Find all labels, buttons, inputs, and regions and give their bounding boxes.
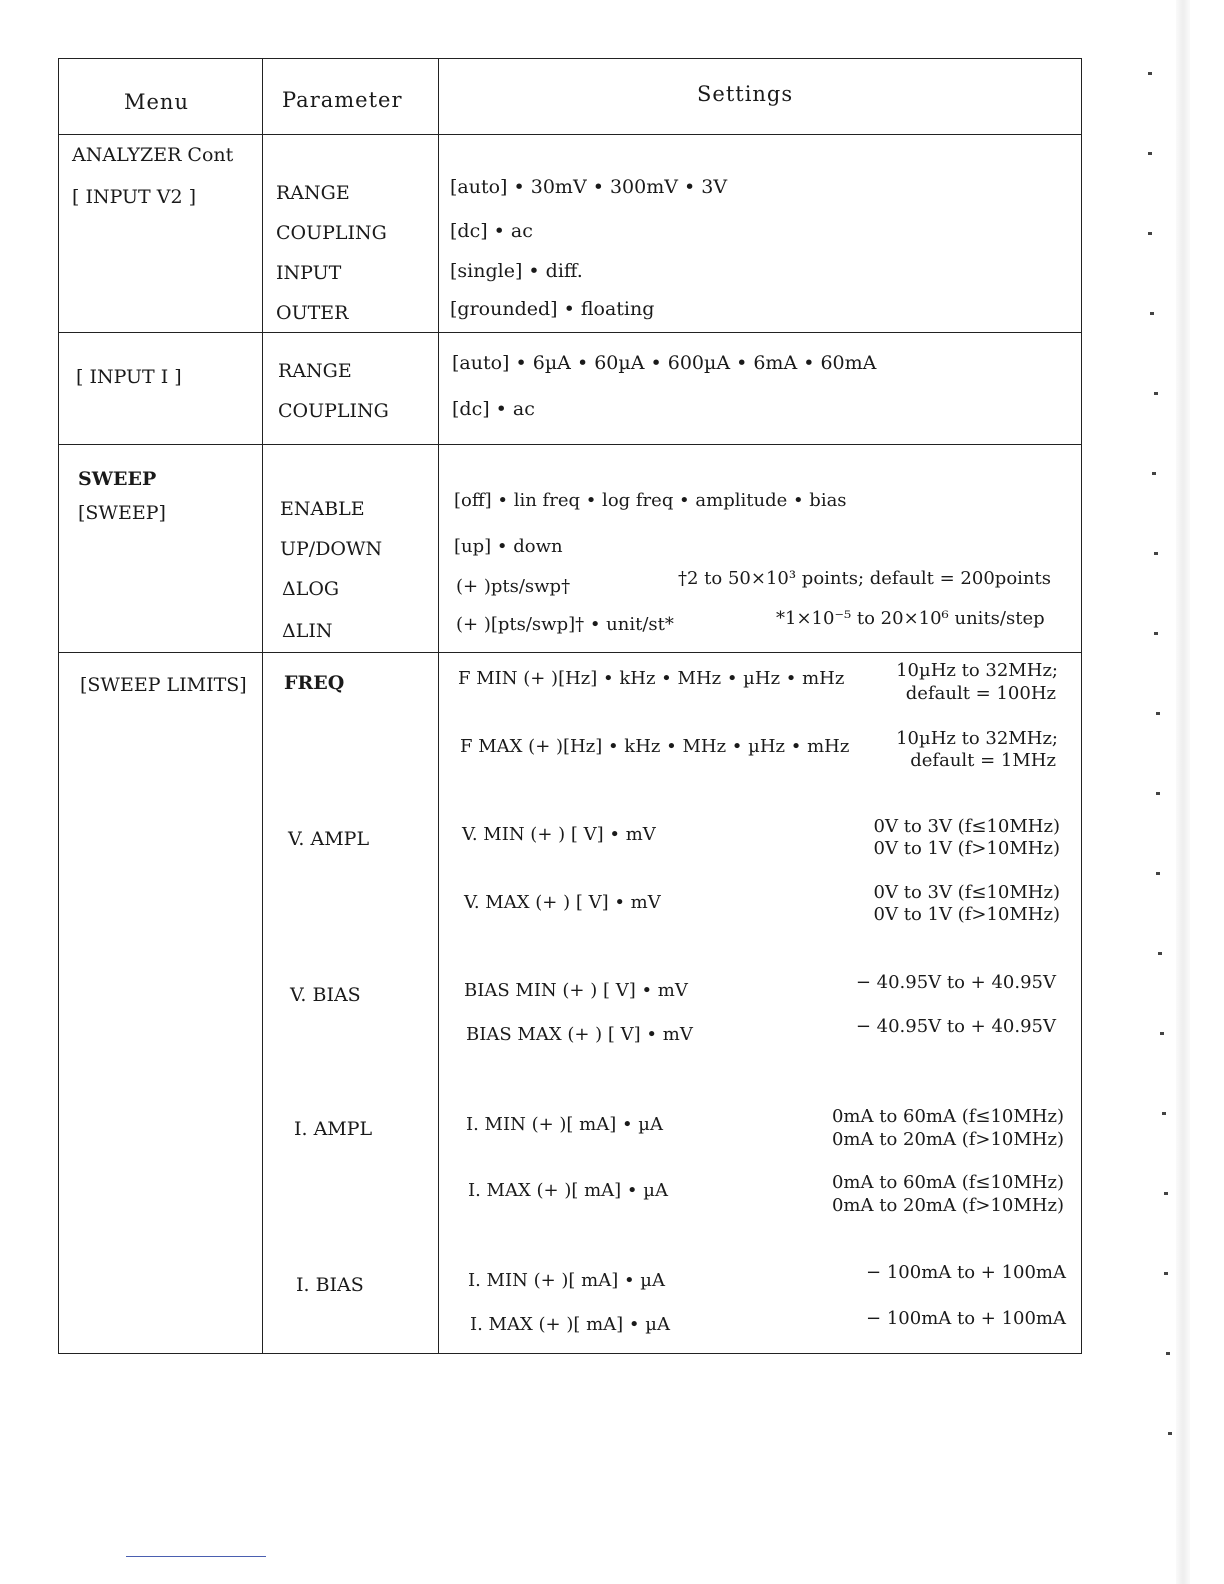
i-max-range-1: 0mA to 60mA (f≤10MHz) [831,1172,1064,1193]
i-min-range-2: 0mA to 20mA (f>10MHz) [831,1129,1064,1150]
param-enable: ENABLE [280,498,365,520]
freq-max-range-2: default = 1MHz [910,750,1056,771]
setting-range: [auto] • 30mV • 300mV • 3V [450,176,728,198]
header-settings: Settings [697,82,794,106]
i-bias-min-label: I. MIN (+ )[ mA] • µA [468,1270,666,1291]
i-bias-max-label: I. MAX (+ )[ mA] • µA [470,1314,670,1335]
freq-min-range-2: default = 100Hz [905,683,1056,704]
column-divider-parameter [438,58,439,1354]
param-range-i: RANGE [278,360,352,382]
margin-speck [1166,1352,1170,1355]
header-divider [58,134,1082,135]
bias-min-label: BIAS MIN (+ ) [ V] • mV [464,980,688,1001]
i-bias-max-range: − 100mA to + 100mA [866,1308,1066,1329]
param-coupling-i: COUPLING [278,400,389,422]
freq-max-label: F MAX (+ )[Hz] • kHz • MHz • µHz • mHz [460,736,850,757]
menu-sweep-limits: [SWEEP LIMITS] [80,674,247,696]
param-i-ampl: I. AMPL [294,1118,373,1140]
setting-input: [single] • diff. [450,260,583,282]
setting-coupling-i: [dc] • ac [452,398,535,420]
margin-speck [1156,792,1160,795]
freq-min-range-1: 10µHz to 32MHz; [896,660,1058,681]
margin-speck [1148,72,1152,75]
header-parameter: Parameter [282,88,403,112]
margin-speck [1160,1032,1164,1035]
section-divider-sweep [58,652,1082,653]
margin-speck [1148,152,1152,155]
margin-speck [1158,952,1162,955]
section-divider-input-v2 [58,332,1082,333]
setting-coupling: [dc] • ac [450,220,533,242]
param-freq: FREQ [284,672,345,694]
param-coupling: COUPLING [276,222,387,244]
param-delta-log: ΔLOG [282,578,340,600]
param-i-bias: I. BIAS [296,1274,364,1296]
note-delta-log: †2 to 50×10³ points; default = 200points [678,568,1051,589]
param-outer: OUTER [276,302,349,324]
setting-delta-log: (+ )pts/swp† [456,576,571,597]
page-binding-edge [1176,0,1190,1584]
note-delta-lin: *1×10⁻⁵ to 20×10⁶ units/step [776,608,1045,629]
section-divider-input-i [58,444,1082,445]
menu-sweep: SWEEP [78,468,157,490]
margin-speck [1156,872,1160,875]
v-max-range-1: 0V to 3V (f≤10MHz) [873,882,1060,903]
i-max-range-2: 0mA to 20mA (f>10MHz) [831,1195,1064,1216]
menu-input-i: [ INPUT I ] [76,366,182,388]
margin-speck [1152,472,1156,475]
v-max-range-2: 0V to 1V (f>10MHz) [873,904,1060,925]
bias-min-range: − 40.95V to + 40.95V [855,972,1056,993]
param-up-down: UP/DOWN [280,538,383,560]
menu-sweep-bracket: [SWEEP] [78,502,166,524]
column-divider-menu [262,58,263,1354]
param-range: RANGE [276,182,350,204]
margin-speck [1154,552,1158,555]
v-max-label: V. MAX (+ ) [ V] • mV [464,892,661,913]
setting-up-down: [up] • down [454,536,563,557]
settings-table [58,58,1082,1354]
i-min-label: I. MIN (+ )[ mA] • µA [466,1114,664,1135]
param-delta-lin: ΔLIN [282,620,333,642]
i-min-range-1: 0mA to 60mA (f≤10MHz) [831,1106,1064,1127]
setting-range-i: [auto] • 6µA • 60µA • 600µA • 6mA • 60mA [452,352,877,374]
i-bias-min-range: − 100mA to + 100mA [866,1262,1066,1283]
bias-max-label: BIAS MAX (+ ) [ V] • mV [466,1024,693,1045]
margin-speck [1164,1272,1168,1275]
margin-speck [1162,1112,1166,1115]
margin-speck [1150,312,1154,315]
param-v-bias: V. BIAS [290,984,361,1006]
v-min-range-2: 0V to 1V (f>10MHz) [873,838,1060,859]
header-menu: Menu [124,90,189,114]
v-min-label: V. MIN (+ ) [ V] • mV [462,824,656,845]
i-max-label: I. MAX (+ )[ mA] • µA [468,1180,668,1201]
footer-rule [126,1556,266,1557]
margin-speck [1148,232,1152,235]
menu-analyzer-cont: ANALYZER Cont [72,144,234,166]
v-min-range-1: 0V to 3V (f≤10MHz) [873,816,1060,837]
param-input: INPUT [276,262,342,284]
param-v-ampl: V. AMPL [288,828,370,850]
margin-speck [1154,392,1158,395]
bias-max-range: − 40.95V to + 40.95V [855,1016,1056,1037]
setting-enable: [off] • lin freq • log freq • amplitude • bias [454,490,847,511]
freq-min-label: F MIN (+ )[Hz] • kHz • MHz • µHz • mHz [458,668,845,689]
setting-delta-lin: (+ )[pts/swp]† • unit/st* [456,614,674,635]
margin-speck [1168,1432,1172,1435]
menu-input-v2: [ INPUT V2 ] [72,186,197,208]
margin-speck [1154,632,1158,635]
freq-max-range-1: 10µHz to 32MHz; [896,728,1058,749]
margin-speck [1164,1192,1168,1195]
setting-outer: [grounded] • floating [450,298,655,320]
margin-speck [1156,712,1160,715]
